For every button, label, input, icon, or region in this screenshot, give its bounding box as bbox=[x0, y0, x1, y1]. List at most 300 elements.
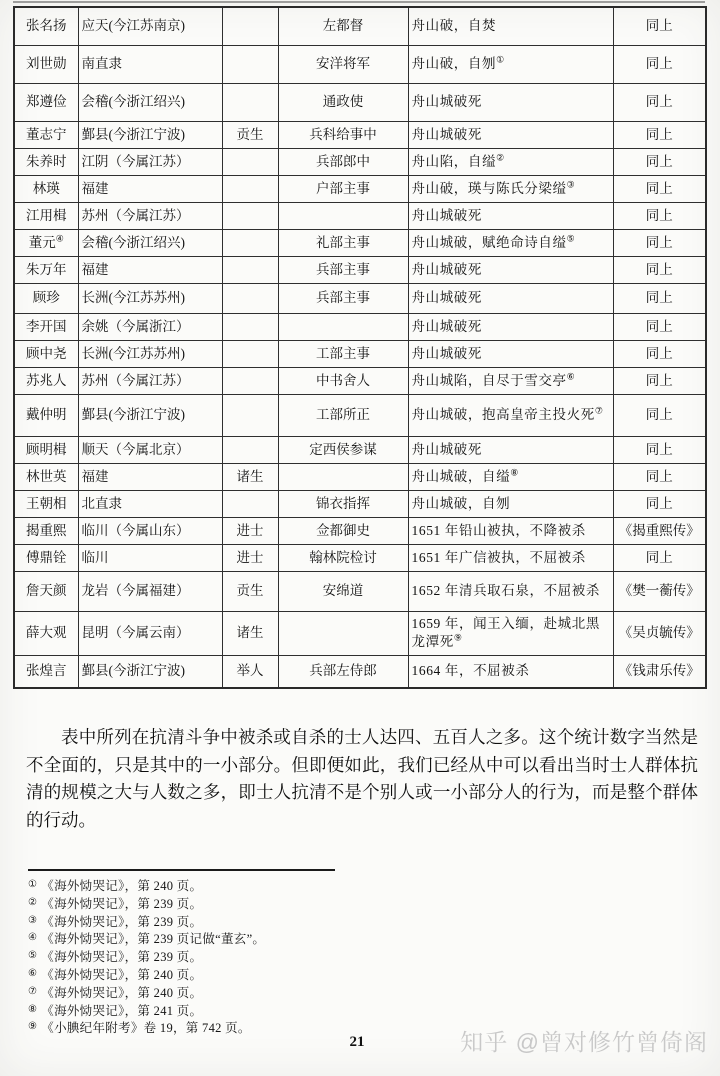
footnote-marker: ⑤ bbox=[28, 950, 38, 962]
table-cell-name bbox=[14, 283, 78, 313]
table-cell-name bbox=[14, 490, 78, 517]
footnote-marker: ⑧ bbox=[28, 1003, 38, 1015]
table-cell-degree bbox=[222, 367, 278, 394]
footnote-text: 《小腆纪年附考》卷 19，第 742 页。 bbox=[41, 1021, 251, 1036]
cell-text: 刘世勋 bbox=[26, 56, 67, 72]
cell-text: 顾明楫 bbox=[26, 441, 67, 457]
cell-text: 诸生 bbox=[236, 625, 264, 641]
table-cell-degree bbox=[222, 256, 278, 283]
table-cell-death bbox=[408, 121, 613, 148]
cell-text: 工部主事 bbox=[316, 345, 370, 361]
cell-text: 林世英 bbox=[26, 468, 67, 484]
cell-text: 兵部主事 bbox=[316, 290, 370, 306]
cell-text: 诸生 bbox=[236, 468, 264, 484]
table-row bbox=[14, 121, 706, 148]
table-cell-degree bbox=[222, 45, 278, 83]
footnote-marker: ③ bbox=[28, 914, 38, 926]
cell-text: 定西侯参谋 bbox=[309, 441, 377, 457]
table-cell-office bbox=[278, 148, 408, 175]
cell-text: 会稽(今浙江绍兴) bbox=[81, 94, 185, 110]
loyalist-table-body bbox=[14, 7, 706, 688]
cell-text: 董元 bbox=[28, 234, 56, 250]
cell-text: 龙岩（今属福建） bbox=[81, 583, 190, 599]
table-cell-office bbox=[278, 175, 408, 202]
cell-text: 进士 bbox=[236, 549, 264, 565]
table-cell-office bbox=[278, 571, 408, 611]
cell-text: 同上 bbox=[645, 153, 673, 169]
cell-text: 应天(今江苏南京) bbox=[81, 18, 185, 34]
cell-text: 舟山城破，自缢 bbox=[411, 468, 511, 484]
commentary-paragraph: 表中所列在抗清斗争中被杀或自杀的士人达四、五百人之多。这个统计数字当然是不全面的，只是其中的一小部分。但即便如此，我们已经从中可以看出当时士人群体抗清的规模之大与人数之多，即士人抗清不是个别人或一小部分人的行为，而是整个群体的行动。 bbox=[26, 727, 698, 830]
table-cell-place bbox=[78, 655, 222, 688]
table-cell-place bbox=[78, 256, 222, 283]
table-cell-place bbox=[78, 148, 222, 175]
cell-text: 福建 bbox=[81, 180, 109, 196]
cell-text: 安洋将军 bbox=[316, 56, 370, 72]
cell-text: 鄞县(今浙江宁波) bbox=[81, 126, 185, 142]
cell-text: 顾珍 bbox=[32, 290, 60, 306]
table-row bbox=[14, 202, 706, 229]
table-cell-office bbox=[278, 83, 408, 121]
cell-text: 江阴（今属江苏） bbox=[81, 153, 190, 169]
table-cell-place bbox=[78, 436, 222, 463]
cell-text: 舟山城破死 bbox=[411, 126, 482, 142]
cell-text: 戴仲明 bbox=[26, 407, 67, 423]
table-cell-office bbox=[278, 45, 408, 83]
table-cell-source bbox=[613, 611, 706, 655]
table-cell-place bbox=[78, 517, 222, 544]
table-cell-death bbox=[408, 283, 613, 313]
table-row bbox=[14, 463, 706, 490]
table-row bbox=[14, 175, 706, 202]
cell-text: 1651 年铅山被执，不降被杀 bbox=[411, 522, 586, 538]
footnote-ref: ④ bbox=[55, 233, 64, 244]
table-cell-name bbox=[14, 229, 78, 256]
footnote-list bbox=[28, 877, 265, 1037]
table-cell-name bbox=[14, 313, 78, 340]
cell-text: 张名扬 bbox=[26, 18, 67, 34]
table-cell-death bbox=[408, 148, 613, 175]
cell-text: 薛大观 bbox=[26, 625, 67, 641]
footnote-ref: ⑥ bbox=[566, 371, 576, 382]
table-cell-source bbox=[613, 7, 706, 45]
cell-text: 兵部左侍郎 bbox=[309, 663, 377, 679]
footnote-marker: ⑥ bbox=[28, 967, 38, 979]
table-cell-place bbox=[78, 202, 222, 229]
footnote-item bbox=[28, 1002, 265, 1020]
table-cell-death bbox=[408, 7, 613, 45]
footnote-ref: ⑧ bbox=[510, 467, 519, 478]
table-cell-degree bbox=[222, 544, 278, 571]
zhihu-watermark: 知乎 @曾对修竹曾倚阁 bbox=[460, 1029, 708, 1055]
cell-text: 舟山城破死 bbox=[411, 94, 482, 110]
table-cell-degree bbox=[222, 229, 278, 256]
table-cell-place bbox=[78, 175, 222, 202]
table-cell-place bbox=[78, 283, 222, 313]
footnote-ref: ⑦ bbox=[594, 405, 604, 416]
cell-text: 兵部郎中 bbox=[316, 153, 370, 169]
table-cell-place bbox=[78, 121, 222, 148]
cell-text: 江用楫 bbox=[26, 207, 67, 223]
table-cell-name bbox=[14, 175, 78, 202]
table-cell-degree bbox=[222, 175, 278, 202]
table-cell-death bbox=[408, 45, 613, 83]
cell-text: 昆明（今属云南） bbox=[81, 625, 190, 641]
cell-text: 同上 bbox=[645, 126, 673, 142]
cell-text: 林瑛 bbox=[32, 180, 60, 196]
cell-text: 朱养时 bbox=[26, 153, 67, 169]
cell-text: 同上 bbox=[645, 94, 673, 110]
table-cell-death bbox=[408, 655, 613, 688]
footnote-item bbox=[28, 984, 265, 1002]
table-cell-place bbox=[78, 394, 222, 436]
footnote-marker: ⑦ bbox=[28, 985, 38, 997]
table-cell-name bbox=[14, 45, 78, 83]
table-cell-name bbox=[14, 202, 78, 229]
table-cell-name bbox=[14, 121, 78, 148]
footnote-item bbox=[28, 877, 265, 895]
cell-text: 朱万年 bbox=[26, 261, 67, 277]
cell-text: 佥都御史 bbox=[316, 522, 370, 538]
table-cell-source bbox=[613, 436, 706, 463]
table-row bbox=[14, 7, 706, 45]
cell-text: 左都督 bbox=[322, 18, 364, 34]
table-cell-degree bbox=[222, 121, 278, 148]
table-cell-degree bbox=[222, 655, 278, 688]
table-row bbox=[14, 45, 706, 83]
page-number: 21 bbox=[349, 1034, 365, 1050]
cell-text: 户部主事 bbox=[316, 180, 370, 196]
cell-text: 苏兆人 bbox=[26, 372, 67, 388]
cell-text: 安绵道 bbox=[322, 583, 364, 599]
cell-text: 同上 bbox=[645, 261, 673, 277]
footnote-text: 《海外恸哭记》，第 241 页。 bbox=[41, 1003, 203, 1018]
table-cell-degree bbox=[222, 611, 278, 655]
cell-text: 兵部主事 bbox=[316, 261, 370, 277]
footnote-text: 《海外恸哭记》，第 240 页。 bbox=[41, 879, 203, 893]
table-cell-name bbox=[14, 436, 78, 463]
table-cell-source bbox=[613, 83, 706, 121]
cell-text: 贡生 bbox=[236, 583, 264, 599]
footnote-ref: ⑨ bbox=[453, 632, 463, 643]
cell-text: 舟山城破，自刎 bbox=[411, 495, 511, 511]
table-cell-place bbox=[78, 83, 222, 121]
cell-text: 同上 bbox=[645, 407, 673, 423]
cell-text: 北直隶 bbox=[81, 495, 122, 511]
footnote-item bbox=[28, 930, 265, 948]
footnote-item bbox=[28, 948, 265, 966]
cell-text: 长洲(今江苏苏州) bbox=[81, 345, 185, 361]
table-row bbox=[14, 394, 706, 436]
table-cell-degree bbox=[222, 283, 278, 313]
footnote-marker: ① bbox=[28, 879, 38, 890]
table-cell-source bbox=[613, 148, 706, 175]
cell-text: 同上 bbox=[645, 549, 673, 565]
footnote-ref: ③ bbox=[566, 179, 576, 190]
cell-text: 会稽(今浙江绍兴) bbox=[81, 234, 185, 250]
table-cell-death bbox=[408, 544, 613, 571]
table-cell-office bbox=[278, 544, 408, 571]
table-cell-death bbox=[408, 256, 613, 283]
cell-text: 临川 bbox=[81, 549, 109, 565]
table-cell-place bbox=[78, 463, 222, 490]
table-cell-office bbox=[278, 229, 408, 256]
table-cell-place bbox=[78, 45, 222, 83]
table-cell-source bbox=[613, 544, 706, 571]
footnote-divider bbox=[28, 869, 335, 871]
footnote-item bbox=[28, 895, 265, 913]
cell-text: 福建 bbox=[81, 468, 109, 484]
table-cell-source bbox=[613, 283, 706, 313]
cell-text: 礼部主事 bbox=[316, 234, 370, 250]
cell-text: 翰林院检讨 bbox=[309, 549, 377, 565]
table-cell-death bbox=[408, 175, 613, 202]
table-cell-degree bbox=[222, 571, 278, 611]
footnote-item bbox=[28, 966, 265, 984]
cell-text: 《钱肃乐传》 bbox=[618, 663, 700, 679]
footnote-text: 《海外恸哭记》，第 239 页。 bbox=[41, 950, 203, 965]
cell-text: 同上 bbox=[645, 234, 673, 250]
table-row bbox=[14, 517, 706, 544]
table-cell-place bbox=[78, 571, 222, 611]
footnote-marker: ② bbox=[28, 896, 38, 908]
cell-text: 舟山城破，赋绝命诗自缢 bbox=[411, 234, 567, 250]
table-row bbox=[14, 490, 706, 517]
cell-text: 同上 bbox=[645, 290, 673, 306]
table-cell-office bbox=[278, 611, 408, 655]
cell-text: 1664 年，不屈被杀 bbox=[411, 663, 530, 679]
table-cell-place bbox=[78, 367, 222, 394]
table-row bbox=[14, 283, 706, 313]
cell-text: 南直隶 bbox=[81, 56, 122, 72]
cell-text: 舟山城破死 bbox=[411, 261, 482, 277]
cell-text: 舟山城陷，自尽于雪交亭 bbox=[411, 372, 567, 388]
cell-text: 1652 年清兵取石泉，不屈被杀 bbox=[411, 583, 600, 599]
table-cell-office bbox=[278, 463, 408, 490]
cell-text: 《揭重熙传》 bbox=[618, 522, 700, 538]
cell-text: 舟山破，瑛与陈氏分梁缢 bbox=[411, 180, 567, 196]
footnote-ref: ② bbox=[496, 152, 505, 163]
table-cell-death bbox=[408, 394, 613, 436]
footnote-text: 《海外恸哭记》，第 240 页。 bbox=[41, 967, 203, 982]
table-cell-place bbox=[78, 340, 222, 367]
footnote-text: 《海外恸哭记》，第 240 页。 bbox=[41, 985, 203, 1000]
table-cell-office bbox=[278, 394, 408, 436]
table-row bbox=[14, 571, 706, 611]
cell-text: 舟山城破死 bbox=[411, 207, 482, 223]
table-cell-source bbox=[613, 229, 706, 256]
table-cell-degree bbox=[222, 313, 278, 340]
table-row bbox=[14, 313, 706, 340]
cell-text: 顾中尧 bbox=[26, 345, 67, 361]
cell-text: 同上 bbox=[645, 345, 673, 361]
table-cell-degree bbox=[222, 340, 278, 367]
cell-text: 苏州（今属江苏） bbox=[81, 207, 190, 223]
cell-text: 鄞县(今浙江宁波) bbox=[81, 663, 185, 679]
table-cell-office bbox=[278, 256, 408, 283]
cell-text: 舟山城破死 bbox=[411, 318, 482, 334]
table-cell-office bbox=[278, 340, 408, 367]
table-cell-source bbox=[613, 202, 706, 229]
cell-text: 余姚（今属浙江） bbox=[81, 318, 190, 334]
table-cell-death bbox=[408, 571, 613, 611]
table-cell-source bbox=[613, 655, 706, 688]
cell-text: 1659 年，闻王入缅，赴城北黑龙潭死 bbox=[411, 616, 600, 649]
table-cell-place bbox=[78, 229, 222, 256]
table-row bbox=[14, 611, 706, 655]
cell-text: 同上 bbox=[645, 207, 673, 223]
table-cell-degree bbox=[222, 148, 278, 175]
footnote-text: 《海外恸哭记》，第 239 页。 bbox=[41, 914, 203, 929]
cell-text: 中书舍人 bbox=[316, 372, 370, 388]
footnote-item bbox=[28, 913, 265, 931]
table-cell-office bbox=[278, 7, 408, 45]
cell-text: 舟山城破死 bbox=[411, 345, 482, 361]
cell-text: 顺天（今属北京） bbox=[81, 441, 190, 457]
table-cell-source bbox=[613, 256, 706, 283]
table-cell-death bbox=[408, 611, 613, 655]
table-row bbox=[14, 148, 706, 175]
table-cell-death bbox=[408, 313, 613, 340]
cell-text: 举人 bbox=[236, 663, 264, 679]
table-cell-death bbox=[408, 517, 613, 544]
cell-text: 鄞县(今浙江宁波) bbox=[81, 407, 185, 423]
table-cell-name bbox=[14, 394, 78, 436]
table-cell-office bbox=[278, 121, 408, 148]
cell-text: 董志宁 bbox=[26, 126, 67, 142]
table-cell-source bbox=[613, 571, 706, 611]
table-cell-degree bbox=[222, 202, 278, 229]
cell-text: 郑遵俭 bbox=[26, 94, 67, 110]
table-cell-source bbox=[613, 463, 706, 490]
table-cell-death bbox=[408, 202, 613, 229]
cell-text: 锦衣指挥 bbox=[316, 495, 370, 511]
table-cell-place bbox=[78, 313, 222, 340]
cell-text: 福建 bbox=[81, 261, 109, 277]
cell-text: 临川（今属山东） bbox=[81, 522, 190, 538]
table-row bbox=[14, 655, 706, 688]
table-cell-name bbox=[14, 367, 78, 394]
cell-text: 贡生 bbox=[236, 126, 264, 142]
cell-text: 舟山破，自焚 bbox=[411, 18, 497, 34]
cell-text: 《樊一蘅传》 bbox=[618, 583, 700, 599]
table-cell-name bbox=[14, 463, 78, 490]
table-cell-source bbox=[613, 313, 706, 340]
cell-text: 张煌言 bbox=[26, 663, 67, 679]
loyalist-martyrs-table bbox=[13, 6, 707, 689]
cell-text: 工部所正 bbox=[316, 407, 370, 423]
cell-text: 舟山城破死 bbox=[411, 441, 482, 457]
cell-text: 《吴贞毓传》 bbox=[618, 625, 700, 641]
table-cell-degree bbox=[222, 517, 278, 544]
cell-text: 同上 bbox=[645, 441, 673, 457]
table-cell-name bbox=[14, 655, 78, 688]
footnote-ref: ① bbox=[496, 54, 505, 65]
table-row bbox=[14, 83, 706, 121]
table-cell-name bbox=[14, 148, 78, 175]
table-cell-name bbox=[14, 544, 78, 571]
cell-text: 同上 bbox=[645, 180, 673, 196]
table-continuation-line bbox=[13, 1, 705, 3]
table-cell-death bbox=[408, 340, 613, 367]
table-cell-death bbox=[408, 367, 613, 394]
table-cell-name bbox=[14, 517, 78, 544]
cell-text: 詹天颜 bbox=[26, 583, 67, 599]
cell-text: 舟山城破死 bbox=[411, 290, 482, 306]
cell-text: 1651 年广信被执，不屈被杀 bbox=[411, 549, 586, 565]
cell-text: 通政使 bbox=[322, 94, 364, 110]
table-row bbox=[14, 436, 706, 463]
table-cell-death bbox=[408, 229, 613, 256]
table-cell-source bbox=[613, 394, 706, 436]
cell-text: 揭重熙 bbox=[26, 522, 67, 538]
cell-text: 长洲(今江苏苏州) bbox=[81, 290, 185, 306]
table-cell-degree bbox=[222, 394, 278, 436]
table-cell-death bbox=[408, 463, 613, 490]
footnote-marker: ⑨ bbox=[28, 1021, 38, 1033]
table-cell-office bbox=[278, 283, 408, 313]
table-cell-degree bbox=[222, 436, 278, 463]
table-cell-office bbox=[278, 202, 408, 229]
table-cell-degree bbox=[222, 463, 278, 490]
cell-text: 同上 bbox=[645, 18, 673, 34]
cell-text: 同上 bbox=[645, 318, 673, 334]
cell-text: 李开国 bbox=[26, 318, 67, 334]
table-row bbox=[14, 229, 706, 256]
table-cell-death bbox=[408, 83, 613, 121]
table-cell-degree bbox=[222, 7, 278, 45]
table-cell-source bbox=[613, 367, 706, 394]
table-cell-name bbox=[14, 340, 78, 367]
table-cell-name bbox=[14, 256, 78, 283]
table-row bbox=[14, 340, 706, 367]
table-cell-place bbox=[78, 490, 222, 517]
cell-text: 同上 bbox=[645, 468, 673, 484]
table-cell-source bbox=[613, 121, 706, 148]
cell-text: 王朝相 bbox=[26, 495, 67, 511]
cell-text: 傅鼎铨 bbox=[26, 549, 67, 565]
table-cell-source bbox=[613, 490, 706, 517]
table-cell-source bbox=[613, 175, 706, 202]
table-cell-name bbox=[14, 83, 78, 121]
cell-text: 兵科给事中 bbox=[309, 126, 377, 142]
table-cell-place bbox=[78, 7, 222, 45]
table-cell-office bbox=[278, 490, 408, 517]
table-cell-name bbox=[14, 571, 78, 611]
footnote-text: 《海外恸哭记》，第 239 页。 bbox=[41, 896, 203, 911]
table-cell-place bbox=[78, 544, 222, 571]
table-cell-name bbox=[14, 7, 78, 45]
footnote-marker: ④ bbox=[28, 932, 38, 944]
table-cell-name bbox=[14, 611, 78, 655]
cell-text: 舟山破，自刎 bbox=[411, 56, 497, 72]
footnote-text: 《海外恸哭记》，第 239 页记做“董玄”。 bbox=[41, 932, 266, 947]
table-row bbox=[14, 544, 706, 571]
table-row bbox=[14, 367, 706, 394]
table-cell-source bbox=[613, 517, 706, 544]
cell-text: 进士 bbox=[236, 522, 264, 538]
table-cell-degree bbox=[222, 83, 278, 121]
table-cell-office bbox=[278, 367, 408, 394]
table-cell-degree bbox=[222, 490, 278, 517]
cell-text: 舟山城破，抱高皇帝主投火死 bbox=[411, 407, 595, 423]
table-cell-place bbox=[78, 611, 222, 655]
table-cell-source bbox=[613, 340, 706, 367]
cell-text: 苏州（今属江苏） bbox=[81, 372, 190, 388]
table-cell-office bbox=[278, 655, 408, 688]
table-cell-death bbox=[408, 436, 613, 463]
table-cell-office bbox=[278, 436, 408, 463]
